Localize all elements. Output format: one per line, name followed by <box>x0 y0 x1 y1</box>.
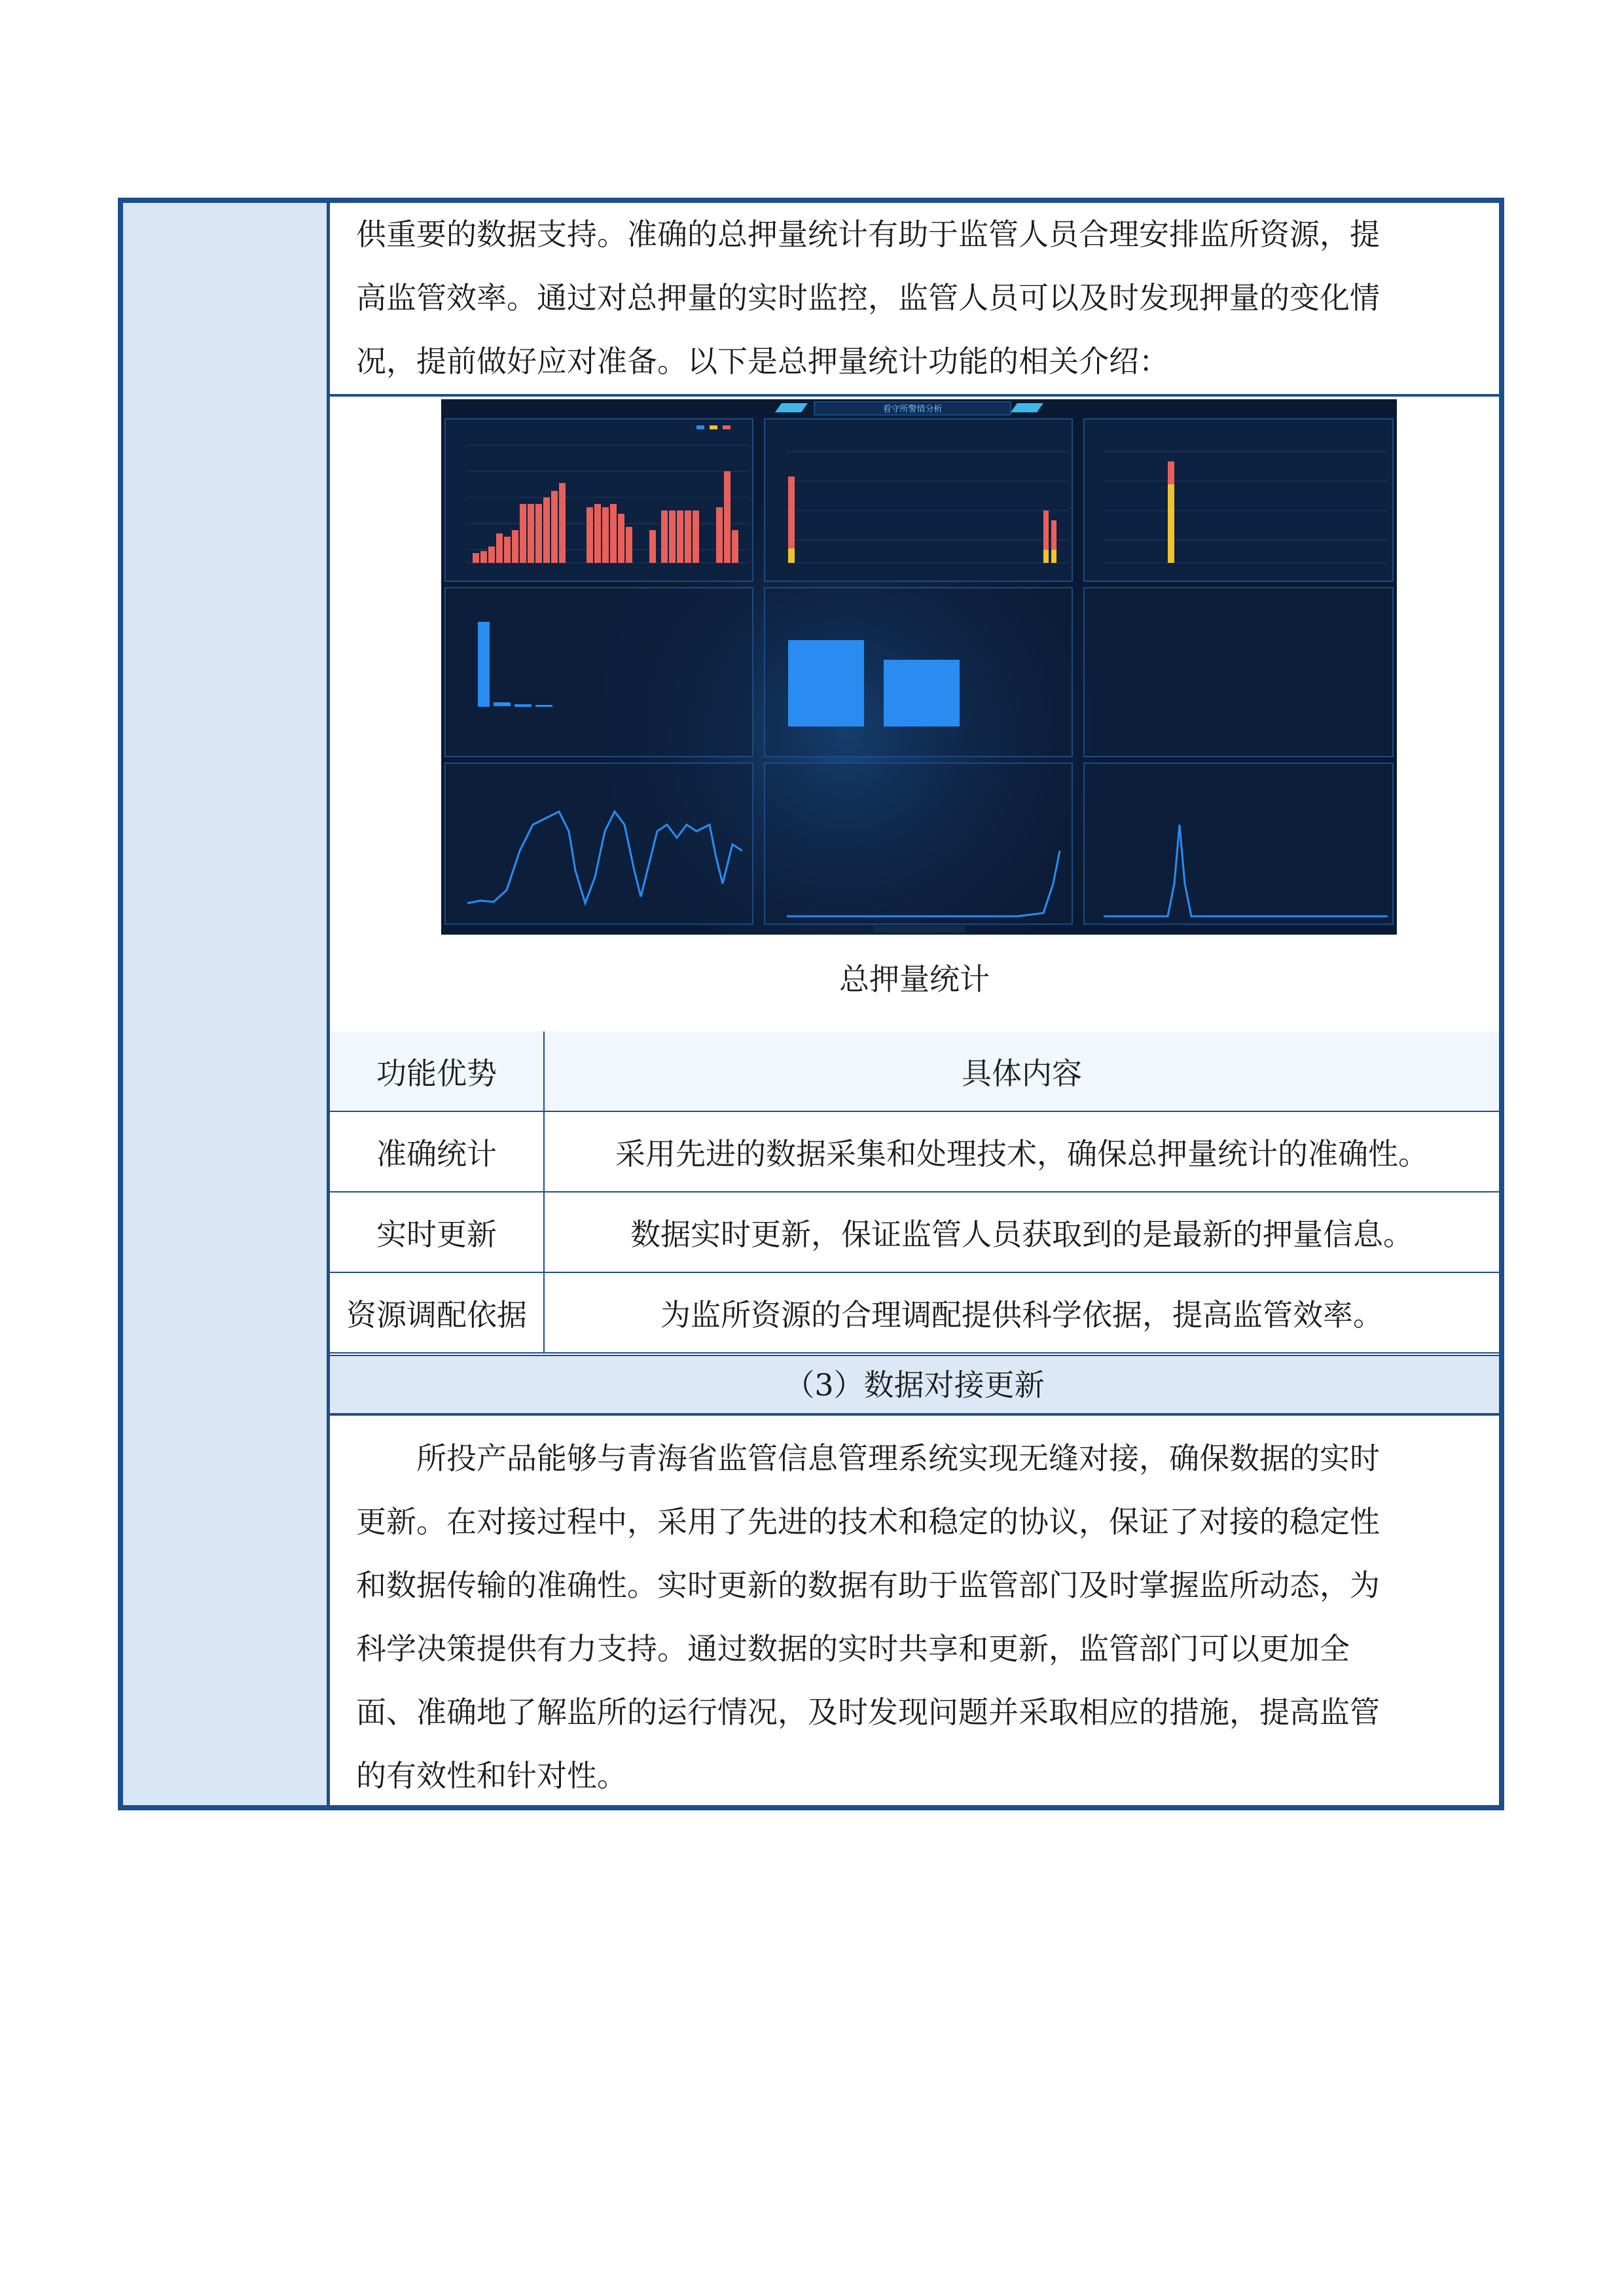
detail-cell: 数据实时更新，保证监管人员获取到的是最新的押量信息。 <box>544 1192 1499 1272</box>
table-header-cell: 具体内容 <box>544 1031 1499 1111</box>
table-row <box>330 1111 1499 1192</box>
content-frame <box>118 198 1504 1810</box>
divider <box>330 394 1499 397</box>
feature-cell: 实时更新 <box>330 1192 544 1272</box>
body-line: 和数据传输的准确性。实时更新的数据有助于监管部门及时掌握监所动态，为 <box>356 1568 1380 1603</box>
body-line: 更新。在对接过程中，采用了先进的技术和稳定的协议，保证了对接的稳定性 <box>356 1504 1380 1539</box>
dashboard-title: 看守所警情分析 <box>882 404 943 414</box>
body-line: 的有效性和针对性。 <box>356 1758 627 1793</box>
feature-cell: 资源调配依据 <box>330 1272 544 1353</box>
table-header-cell: 功能优势 <box>330 1031 544 1111</box>
section3-paragraph <box>356 1427 1475 1808</box>
body-line: 所投产品能够与青海省监管信息管理系统实现无缝对接，确保数据的实时 <box>416 1441 1380 1476</box>
table-row <box>330 1272 1499 1353</box>
feature-table <box>330 1031 1499 1354</box>
table-row <box>330 1192 1499 1272</box>
left-label-column <box>123 203 330 1805</box>
intro-line: 况，提前做好应对准备。以下是总押量统计功能的相关介绍： <box>356 344 1169 379</box>
detail-cell: 为监所资源的合理调配提供科学依据，提高监管效率。 <box>544 1272 1499 1353</box>
intro-line: 供重要的数据支持。准确的总押量统计有助于监管人员合理安排监所资源，提 <box>356 217 1380 252</box>
body-line: 面、准确地了解监所的运行情况，及时发现问题并采取相应的措施，提高监管 <box>356 1695 1380 1730</box>
intro-paragraph <box>356 203 1475 393</box>
figure-caption: 总押量统计 <box>839 961 990 997</box>
content-cell <box>330 203 1499 1805</box>
dashboard-screenshot <box>441 399 1397 935</box>
section-heading: （3）数据对接更新 <box>330 1355 1499 1416</box>
feature-cell: 准确统计 <box>330 1111 544 1192</box>
intro-line: 高监管效率。通过对总押量的实时监控，监管人员可以及时发现押量的变化情 <box>356 280 1380 315</box>
detail-cell: 采用先进的数据采集和处理技术，确保总押量统计的准确性。 <box>544 1111 1499 1192</box>
body-line: 科学决策提供有力支持。通过数据的实时共享和更新，监管部门可以更加全 <box>356 1631 1350 1666</box>
table-header-row <box>330 1031 1499 1111</box>
